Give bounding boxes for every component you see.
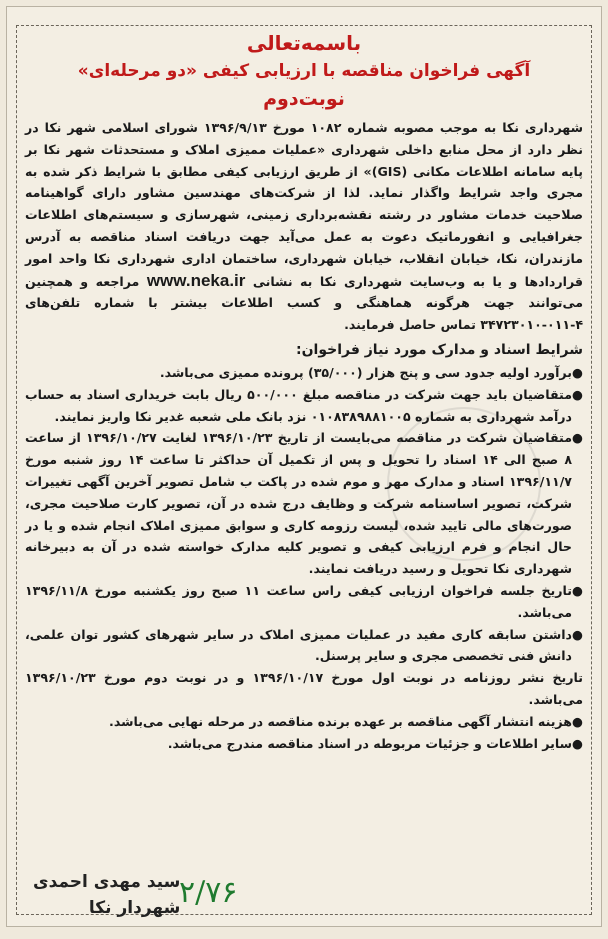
bullet-icon: ●: [572, 386, 583, 402]
paragraph-main: شهرداری نکا به موجب مصوبه شماره ۱۰۸۲ مورخ ۱۳۹۶/۹/۱۳ شورای اسلامی شهر نکا در نظر دارد از محل منابع داخلی شهرداری «عملیات ممیزی املاک و مستحدثات شهر نکا بر پایه سامانه اطلاعات مکانی (GIS)» از طریق ارزیابی کیفی مطابق با شرایط ذکر شده به مجری واجد شرایط واگذار نماید. لذا از شرکت‌های مهندسین مشاور دارای گواهینامه صلاحیت خدمات مشاور در رشته نقشه‌برداری زمینی، شهرسازی و سیستم‌های اطلاعات جغرافیایی و انفورماتیک دعوت به عمل می‌آید جهت دریافت اسناد مناقصه به آدرس مازندران، نکا، خیابان انقلاب، خیابان شهرداری، ساختمان اداری شهرداری نکا واحد امور قراردادها و یا به وب‌سایت شهرداری نکا به نشانی: [25, 120, 584, 289]
round-label: نوبت‌دوم: [263, 88, 345, 110]
final-notes-list: [25, 711, 583, 755]
condition-item: [25, 362, 583, 384]
signature-block: [33, 869, 180, 921]
conditions-title: شرایط اسناد و مدارک مورد نیاز فراخوان:: [295, 341, 583, 358]
condition-item: [25, 427, 583, 580]
condition-item: [25, 384, 583, 428]
notice-title: آگهی فراخوان مناقصه با ارزیابی کیفی «دو مرحله‌ای»: [77, 61, 531, 81]
condition-text: برآورد اولیه جدود سی و پنج هزار (۳۵/۰۰۰) پرونده ممیزی می‌باشد.: [159, 364, 572, 380]
handwritten-reference: ۲/۷۶: [179, 875, 238, 910]
newspaper-clipping: [6, 6, 602, 927]
condition-text: تاریخ جلسه فراخوان ارزیابی کیفی راس ساعت ۱۱ صبح روز یکشنبه مورخ ۱۳۹۶/۱۱/۸ می‌باشد.: [25, 582, 572, 620]
notice-header: [25, 29, 583, 113]
condition-text: داشتن سابقه کاری مفید در عملیات ممیزی املاک در سایر شهرهای کشور توان علمی، دانش فنی تخصصی مجری و سایر پرسنل.: [25, 626, 572, 664]
website-link[interactable]: www.neka.ir: [146, 270, 246, 290]
conditions-list: [25, 362, 583, 667]
condition-text: متقاضیان باید جهت شرکت در مناقصه مبلغ ۵۰۰/۰۰۰ ریال بابت خریداری اسناد به حساب درآمد شهرداری به شماره ۰۱۰۸۳۸۹۸۸۱۰۰۵ نزد بانک ملی شعبه غدیر نکا واریز نمایند.: [25, 386, 572, 424]
notice-paragraph: [25, 117, 583, 336]
bullet-icon: ●: [572, 582, 583, 598]
final-note-text: سایر اطلاعات و جزئیات مربوطه در اسناد مناقصه مندرج می‌باشد.: [167, 735, 572, 751]
final-note-item: [25, 711, 583, 733]
condition-item: [25, 580, 583, 624]
header-invocation: باسمه‌تعالی: [246, 31, 362, 55]
publish-dates: تاریخ نشر روزنامه در نوبت اول مورخ ۱۳۹۶/۱۰/۱۷ و در نوبت دوم مورخ ۱۳۹۶/۱۰/۲۳ می‌باشد.: [25, 670, 583, 707]
paragraph-end: مراجعه و همچنین می‌توانند جهت هرگونه هماهنگی و کسب اطلاعات بیشتر با شماره تلفن‌های ۴-۰۱۱-۳۴۷۲۳۰۱۰ تماس حاصل فرمایند.: [25, 273, 583, 333]
signer-title: شهردار نکا: [88, 898, 181, 918]
bullet-icon: ●: [572, 430, 583, 446]
notice-content: [25, 29, 583, 754]
bullet-icon: ●: [572, 626, 583, 642]
condition-text: متقاضیان شرکت در مناقصه می‌بایست از تاریخ ۱۳۹۶/۱۰/۲۳ لغایت ۱۳۹۶/۱۰/۲۷ از ساعت ۸ صبح الی ۱۴ اسناد را تحویل و پس از تکمیل آن حداکثر تا ساعت ۱۴ روز شنبه مورخ ۱۳۹۶/۱۱/۷ اسناد و مدارک مهر و موم شده در پاکت ب شامل تصویر آخرین آگهی تغییرات شرکت، تصویر اساسنامه شرکت و وظایف درج شده در آن، تصویر کارت صلاحیت مجری، صورت‌های مالی تایید شده، لیست رزومه کاری و سوابق ممیزی املاک انجام شده و یا در حال انجام و فرم ارزیابی کیفی و تصویر کلیه مدارک خواسته شده در آن به دبیرخانه شهرداری نکا تحویل و رسید دریافت نمایند.: [25, 430, 573, 577]
condition-item: [25, 624, 583, 668]
bullet-icon: ●: [572, 364, 583, 380]
signer-name: سید مهدی احمدی: [33, 872, 181, 892]
bullet-icon: ●: [572, 713, 583, 729]
bullet-icon: ●: [572, 735, 583, 751]
final-note-item: [25, 733, 583, 755]
final-note-text: هزینه انتشار آگهی مناقصه بر عهده برنده مناقصه در مرحله نهایی می‌باشد.: [109, 713, 572, 729]
